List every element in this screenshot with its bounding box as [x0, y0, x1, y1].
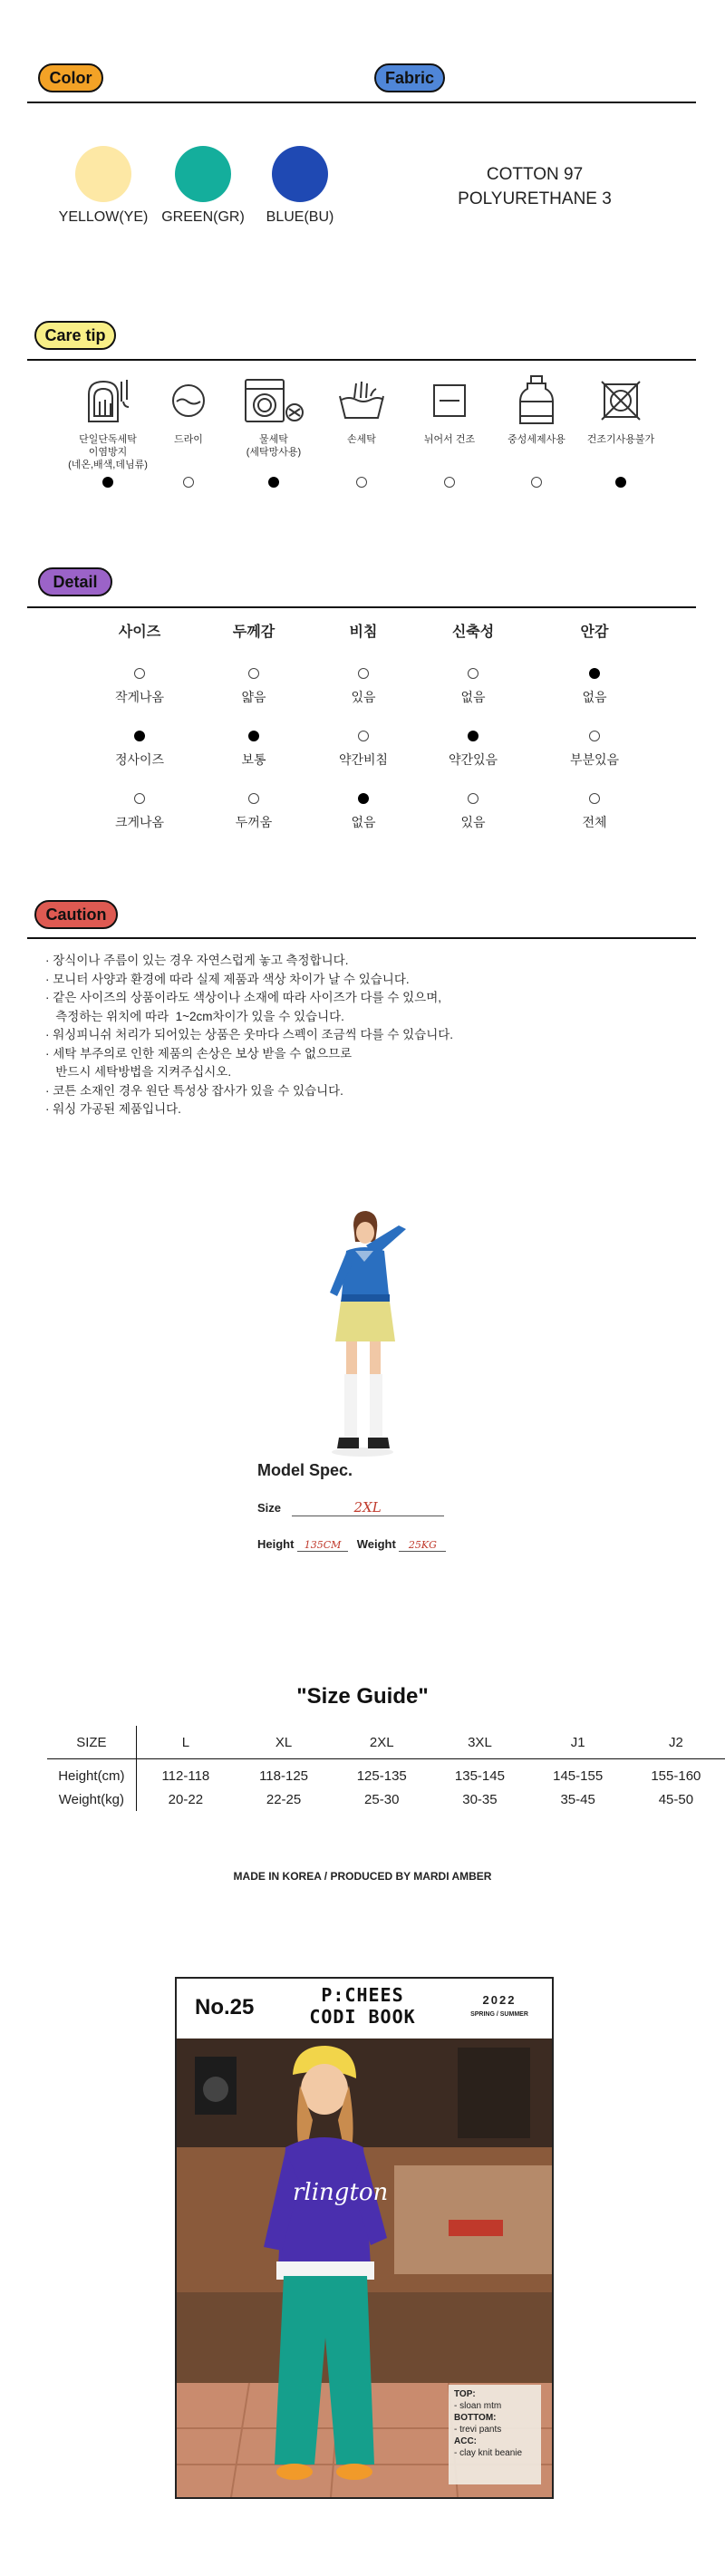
size-table-header: L [136, 1726, 235, 1759]
made-in-label: MADE IN KOREA / PRODUCED BY MARDI AMBER [233, 1870, 492, 1883]
size-table-cell: 30-35 [462, 1791, 498, 1807]
size-table-cell: Height(cm) [47, 1759, 136, 1788]
detail-radio-on [589, 668, 600, 679]
detail-option [309, 668, 418, 706]
table-row [47, 1787, 725, 1811]
caution-line: · 워싱 가공된 제품입니다. [45, 1102, 181, 1116]
lookbook-brand-line2: CODI BOOK [309, 2006, 416, 2028]
caution-line: 측정하는 위치에 따라 1~2cm차이가 있을 수 있습니다. [45, 1009, 344, 1023]
detail-radio-off [589, 793, 600, 804]
care-check-off [531, 477, 542, 488]
care-item-washing-machine [232, 372, 315, 471]
detail-header-lining: 안감 [580, 625, 609, 640]
size-table-header: XL [235, 1726, 333, 1759]
fabric-line-1: COTTON 97 [486, 165, 584, 184]
detail-option-label: 전체 [582, 815, 607, 829]
care-label-line: 드라이 [174, 434, 203, 445]
fabric-composition [426, 162, 643, 211]
detail-radio-on [248, 731, 259, 741]
size-guide-table [47, 1726, 725, 1811]
care-label-line: 이염방지 [88, 447, 128, 458]
detail-option-label: 없음 [582, 690, 607, 704]
detail-option [309, 793, 418, 831]
tumble-dry-icon [169, 382, 208, 420]
lookbook-year: 2022 [482, 1993, 517, 2007]
detail-option-label: 정사이즈 [114, 752, 165, 767]
detail-radio-off [358, 668, 369, 679]
notes-top-label: TOP: [454, 2389, 476, 2399]
size-table-header: J1 [529, 1726, 627, 1759]
detail-option-label: 약간비침 [338, 752, 389, 767]
detail-radio-off [358, 731, 369, 741]
size-table-header: 2XL [333, 1726, 430, 1759]
care-item-flat-dry [408, 372, 491, 471]
size-guide-title: "Size Guide" [296, 1684, 429, 1709]
care-check-off [183, 477, 194, 488]
care-item-no-tumble-dry [579, 372, 662, 471]
color-section-label: Color [38, 63, 103, 92]
size-table-cell: 25-30 [364, 1791, 400, 1807]
detail-option [419, 731, 527, 769]
color-divider [27, 102, 696, 103]
model-measure-row [257, 1537, 446, 1552]
detail-option-label: 두꺼움 [235, 815, 273, 829]
detail-radio-off [134, 793, 145, 804]
size-table-cell: 155-160 [651, 1767, 701, 1784]
care-check-on [615, 477, 626, 488]
care-label-line: 건조기사용불가 [586, 434, 655, 445]
caution-divider [27, 937, 696, 939]
caution-line: · 장식이나 주름이 있는 경우 자연스럽게 놓고 측정합니다. [45, 954, 349, 967]
size-table-cell: 22-25 [266, 1791, 302, 1807]
model-weight-label: Weight [356, 1537, 396, 1551]
size-table-cell: 118-125 [259, 1767, 309, 1784]
lookbook-issue: No.25 [195, 1995, 255, 2019]
detail-radio-off [589, 731, 600, 741]
detail-radio-on [358, 793, 369, 804]
caution-line: 반드시 세탁방법을 지켜주십시오. [45, 1065, 232, 1079]
swatch-label-green: GREEN(GR) [161, 209, 245, 225]
model-photo [299, 1206, 426, 1459]
detail-option [419, 668, 527, 706]
care-item-hand-wash [320, 372, 403, 471]
detail-option [85, 793, 194, 831]
detail-radio-off [248, 668, 259, 679]
table-row [47, 1759, 725, 1788]
lookbook-sweater-text: rlington [293, 2179, 389, 2206]
detail-radio-off [248, 793, 259, 804]
fabric-line-2: POLYURETHANE 3 [458, 189, 612, 208]
caution-section-label: Caution [34, 900, 118, 929]
model-size-value: 2XL [292, 1499, 444, 1516]
size-table-cell: 112-118 [161, 1767, 210, 1784]
no-tumble-dry-icon [600, 380, 642, 421]
size-table-cell: 20-22 [168, 1791, 204, 1807]
washing-machine-icon [242, 376, 305, 425]
notes-bottom-label: BOTTOM: [454, 2413, 497, 2423]
care-item-neutral-detergent [495, 372, 578, 471]
fabric-section-label: Fabric [374, 63, 445, 92]
detail-option-label: 없음 [351, 815, 376, 829]
detail-option [540, 731, 649, 769]
size-table-cell: 135-145 [454, 1767, 505, 1784]
detail-option-label: 작게나옴 [114, 690, 165, 704]
care-check-on [102, 477, 113, 488]
detail-radio-off [468, 793, 478, 804]
model-height-label: Height [257, 1537, 295, 1551]
detail-section-label: Detail [38, 567, 112, 596]
care-label-line: (세탁망사용) [246, 447, 302, 458]
lookbook-cover [175, 1977, 554, 2499]
detail-option [199, 668, 308, 706]
size-table-header: J2 [627, 1726, 725, 1759]
swatch-yellow [75, 146, 131, 202]
detail-header-size: 사이즈 [118, 625, 161, 640]
detail-option [199, 793, 308, 831]
detail-radio-off [134, 668, 145, 679]
detail-option-label: 부분있음 [569, 752, 620, 767]
care-tip-section-label: Care tip [34, 321, 116, 350]
caution-line: · 코튼 소재인 경우 원단 특성상 잡사가 있을 수 있습니다. [45, 1083, 343, 1098]
care-label-line: 물세탁 [259, 434, 288, 445]
lookbook-brand [285, 1984, 440, 2028]
size-table-cell: 145-155 [553, 1767, 604, 1784]
size-table-header: 3XL [430, 1726, 528, 1759]
model-weight-value: 25KG [399, 1539, 446, 1552]
detail-radio-off [468, 668, 478, 679]
swatch-label-yellow: YELLOW(YE) [58, 209, 149, 225]
detail-header-stretch: 신축성 [451, 625, 495, 640]
care-label-line: 뉘어서 건조 [423, 434, 476, 445]
care-label-line: (네온,배색,데님류) [68, 460, 148, 470]
detail-divider [27, 606, 696, 608]
detail-header-sheerness: 비침 [349, 625, 378, 640]
model-spec-title: Model Spec. [257, 1461, 353, 1479]
neutral-detergent-icon [517, 374, 556, 427]
care-check-off [356, 477, 367, 488]
care-check-on [268, 477, 279, 488]
detail-option [85, 731, 194, 769]
detail-option [199, 731, 308, 769]
notes-top-item: - sloan mtm [454, 2401, 502, 2411]
care-label-line: 중성세제사용 [508, 434, 566, 445]
detail-option [540, 793, 649, 831]
hand-wash-icon [336, 380, 387, 421]
swatch-green [175, 146, 231, 202]
detail-option [419, 793, 527, 831]
care-divider [27, 359, 696, 361]
size-table-cell: 45-50 [658, 1791, 694, 1807]
care-label-line: 손세탁 [347, 434, 376, 445]
detail-option-label: 있음 [351, 690, 376, 704]
detail-radio-on [134, 731, 145, 741]
size-table-header: SIZE [47, 1726, 136, 1759]
care-item-tumble-dry [147, 372, 230, 471]
caution-line: · 같은 사이즈의 상품이라도 색상이나 소재에 따라 사이즈가 다를 수 있으며, [45, 991, 441, 1004]
size-table-header-row [47, 1726, 725, 1759]
notes-acc-label: ACC: [454, 2436, 477, 2446]
model-height-value: 135CM [297, 1539, 348, 1552]
size-table-cell: 35-45 [560, 1791, 595, 1807]
swatch-label-blue: BLUE(BU) [266, 209, 334, 225]
detail-option-label: 약간있음 [448, 752, 498, 767]
detail-option-label: 없음 [460, 690, 486, 704]
model-size-label: Size [257, 1501, 282, 1515]
caution-list [45, 952, 453, 1119]
hand-wash-separate-icon [82, 374, 134, 427]
care-label-line: 단일단독세탁 [79, 434, 137, 445]
caution-line: · 워싱피니쉬 처리가 되어있는 상품은 웃마다 스펙이 조금씩 다를 수 있습니다. [45, 1028, 454, 1041]
swatch-blue [272, 146, 328, 202]
size-table-cell: Weight(kg) [47, 1787, 136, 1811]
notes-bottom-item: - trevi pants [454, 2425, 502, 2435]
lookbook-notes [449, 2385, 541, 2484]
care-item-hand-wash-separate [66, 372, 150, 471]
detail-option [85, 668, 194, 706]
detail-option-label: 보통 [241, 752, 266, 767]
model-size-row [257, 1499, 444, 1516]
notes-acc-item: - clay knit beanie [454, 2448, 523, 2458]
detail-option [540, 668, 649, 706]
detail-option-label: 크게나옴 [114, 815, 165, 829]
caution-line: · 세탁 부주의로 인한 제품의 손상은 보상 받을 수 없으므로 [45, 1046, 353, 1060]
detail-header-thickness: 두께감 [232, 625, 276, 640]
detail-option-label: 있음 [460, 815, 486, 829]
detail-radio-on [468, 731, 478, 741]
detail-option [309, 731, 418, 769]
flat-dry-icon [430, 382, 469, 420]
size-table-cell: 125-135 [356, 1767, 407, 1784]
lookbook-brand-line1: P:CHEES [321, 1984, 404, 2006]
lookbook-header [177, 1979, 552, 2040]
caution-line: · 모니터 사양과 환경에 따라 실제 제품과 색상 차이가 날 수 있습니다. [45, 972, 410, 986]
lookbook-season: SPRING / SUMMER [470, 2011, 528, 2018]
care-check-off [444, 477, 455, 488]
detail-option-label: 얇음 [241, 690, 266, 704]
